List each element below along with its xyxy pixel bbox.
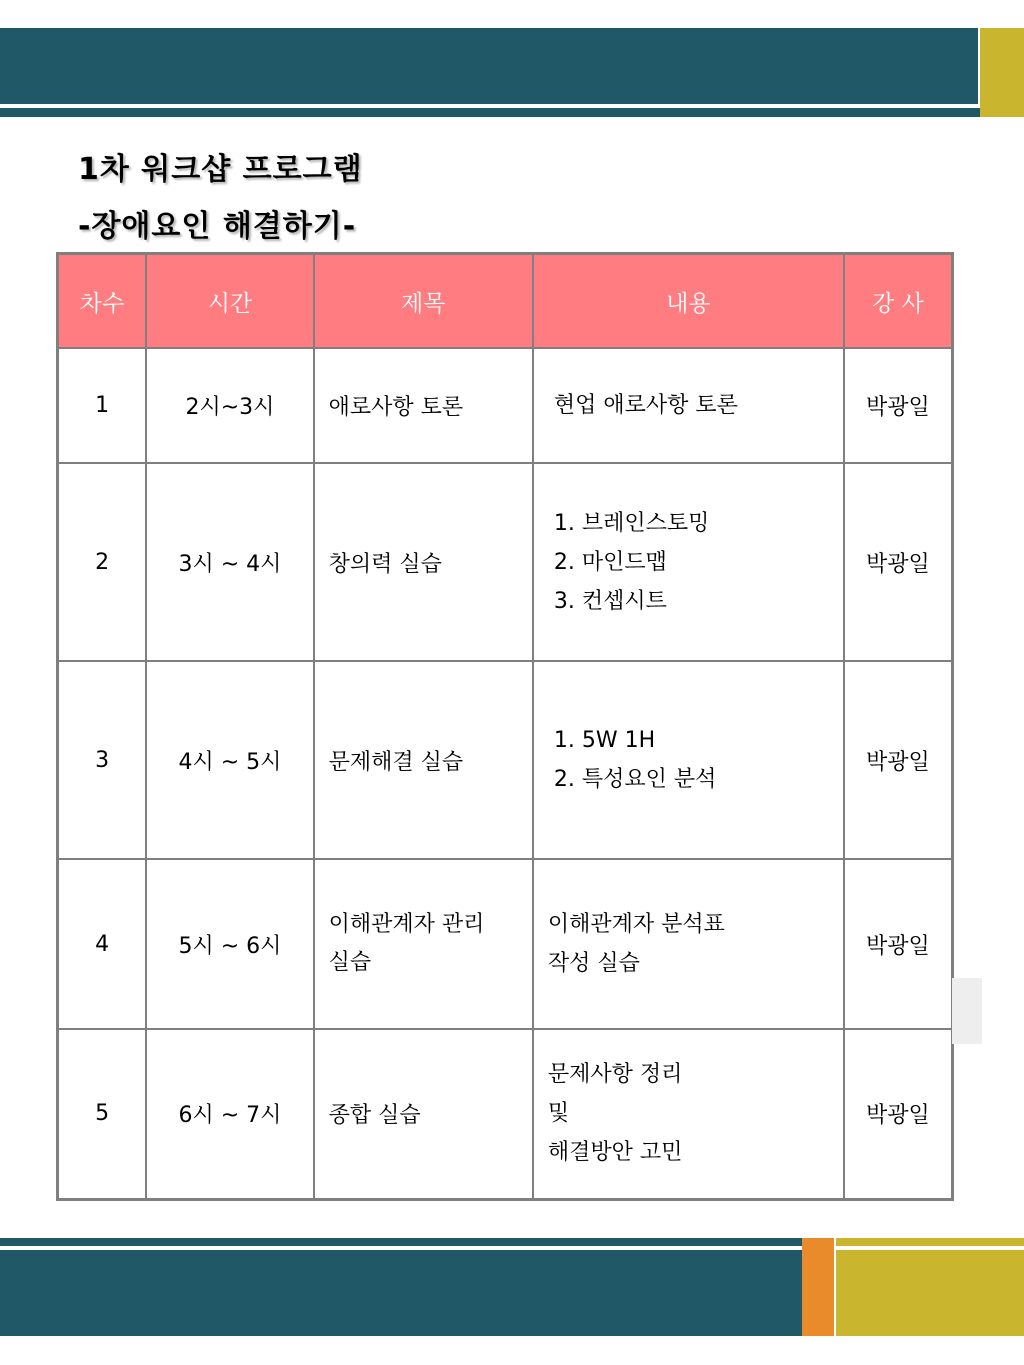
top-divider bbox=[0, 108, 1024, 117]
content-line: 현업 애로사항 토론 bbox=[553, 393, 738, 418]
table-row bbox=[58, 859, 953, 1029]
content-line: 및 bbox=[547, 1101, 570, 1127]
bottom-divider bbox=[0, 1238, 802, 1246]
content-line: 이해관계자 분석표 bbox=[547, 912, 725, 937]
content-line: 1. 브레인스토밍 bbox=[553, 510, 710, 536]
page-subtitle: -장애요인 해결하기- bbox=[78, 209, 357, 244]
cell-round: 5 bbox=[58, 1029, 147, 1199]
content-line: 2. 특성요인 분석 bbox=[553, 767, 717, 792]
cell-time: 6시 ~ 7시 bbox=[146, 1029, 313, 1199]
cell-round: 1 bbox=[58, 348, 147, 463]
workshop-schedule-table bbox=[56, 252, 954, 1201]
cell-content bbox=[533, 859, 844, 1029]
cell-instructor: 박광일 bbox=[844, 661, 953, 859]
title-line: 창의력 실습 bbox=[328, 551, 442, 577]
cell-instructor: 박광일 bbox=[844, 1029, 953, 1199]
content-line: 1. 5W 1H bbox=[553, 728, 656, 753]
cell-instructor: 박광일 bbox=[844, 348, 953, 463]
content-line: 작성 실습 bbox=[547, 951, 640, 976]
top-banner-accent bbox=[980, 28, 1024, 104]
cell-time: 4시 ~ 5시 bbox=[146, 661, 313, 859]
header-instructor: 강 사 bbox=[844, 254, 953, 349]
cell-content bbox=[533, 1029, 844, 1199]
title-line: 이해관계자 관리 bbox=[328, 912, 485, 937]
cell-title bbox=[314, 463, 533, 661]
cell-title bbox=[314, 661, 533, 859]
top-banner bbox=[0, 28, 978, 104]
content-line: 3. 컨셉시트 bbox=[553, 588, 667, 614]
header-title: 제목 bbox=[314, 254, 533, 349]
bottom-divider-accent bbox=[836, 1238, 1024, 1246]
cell-title bbox=[314, 1029, 533, 1199]
table-header-row bbox=[58, 254, 953, 349]
title-line: 애로사항 토론 bbox=[328, 395, 464, 420]
title-line: 문제해결 실습 bbox=[328, 749, 464, 775]
table-row bbox=[58, 348, 953, 463]
header-round: 차수 bbox=[58, 254, 147, 349]
cell-instructor: 박광일 bbox=[844, 859, 953, 1029]
cell-time: 3시 ~ 4시 bbox=[146, 463, 313, 661]
content-line: 2. 마인드맵 bbox=[553, 549, 667, 575]
header-time: 시간 bbox=[146, 254, 313, 349]
cell-content bbox=[533, 348, 844, 463]
table-row bbox=[58, 661, 953, 859]
bottom-banner-gold-accent bbox=[836, 1250, 1024, 1336]
title-line: 실습 bbox=[328, 950, 372, 975]
side-gray-tab bbox=[952, 978, 982, 1044]
cell-time: 2시~3시 bbox=[146, 348, 313, 463]
content-line: 문제사항 정리 bbox=[547, 1062, 683, 1088]
page-title: 1차 워크샵 프로그램 bbox=[78, 152, 363, 187]
cell-title bbox=[314, 859, 533, 1029]
bottom-banner-orange-accent bbox=[802, 1238, 834, 1336]
title-line: 종합 실습 bbox=[328, 1103, 421, 1129]
cell-round: 3 bbox=[58, 661, 147, 859]
cell-title bbox=[314, 348, 533, 463]
table-row bbox=[58, 1029, 953, 1199]
cell-instructor: 박광일 bbox=[844, 463, 953, 661]
cell-round: 2 bbox=[58, 463, 147, 661]
cell-content bbox=[533, 661, 844, 859]
cell-time: 5시 ~ 6시 bbox=[146, 859, 313, 1029]
top-divider-accent bbox=[980, 104, 1024, 117]
cell-round: 4 bbox=[58, 859, 147, 1029]
table-row bbox=[58, 463, 953, 661]
cell-content bbox=[533, 463, 844, 661]
bottom-banner bbox=[0, 1250, 802, 1336]
content-line: 해결방안 고민 bbox=[547, 1140, 683, 1166]
header-content: 내용 bbox=[533, 254, 844, 349]
